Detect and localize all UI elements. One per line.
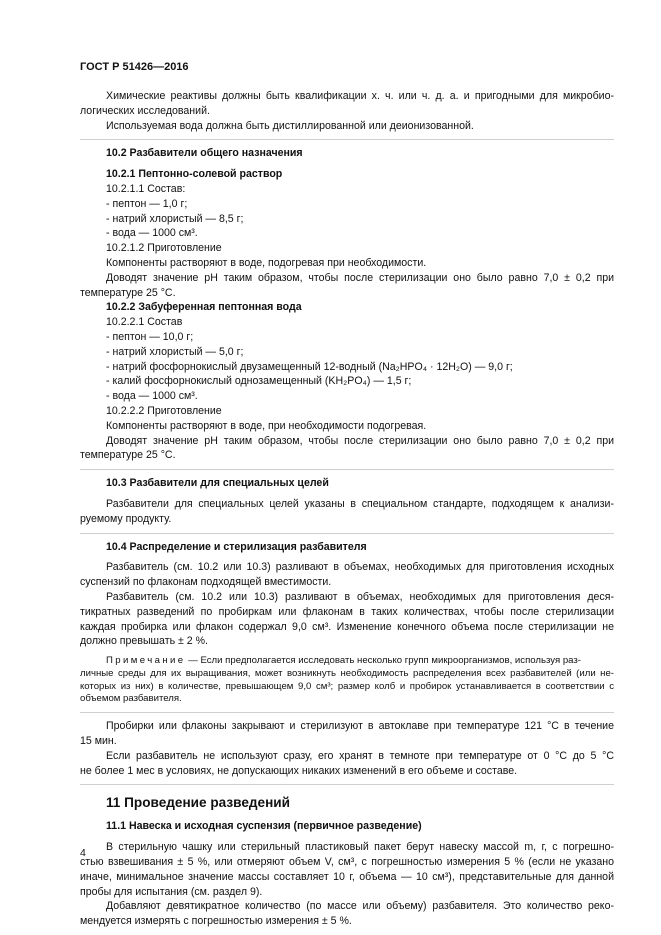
section-heading: 10.4 Распределение и стерилизация разбавителя: [106, 540, 367, 553]
section-heading: 11.1 Навеска и исходная суспензия (первичное разведение): [106, 820, 422, 833]
paragraph-line: Используемая вода должна быть дистиллированной или деионизованной.: [106, 119, 474, 132]
note-line: личные среды для их выращивания, может возникнуть необходимость распределения всех разбавителей (или не-: [80, 667, 614, 679]
note-line: [80, 655, 614, 668]
section-heading: 10.3 Разбавители для специальных целей: [106, 477, 329, 490]
paragraph-line: тикратных разведений по пробиркам или флаконам в таких количествах, чтобы после стерилизации: [80, 605, 614, 618]
subsection-heading: 10.2.2 Забуференная пептонная вода: [106, 301, 302, 314]
paragraph-line: не более 1 мес в условиях, не допускающих никаких изменений в его объеме и составе.: [80, 764, 518, 777]
paragraph-line: Химические реактивы должны быть квалификации х. ч. или ч. д. а. и пригодными для микробио-: [106, 90, 614, 102]
list-item: - пептон — 10,0 г;: [106, 330, 194, 343]
paragraph-line: руемому продукту.: [80, 512, 172, 525]
list-item: - вода — 1000 см³.: [106, 227, 198, 240]
paragraph-line: Доводят значение pH таким образом, чтобы после стерилизации оно было равно 7,0 ± 0,2 при: [106, 434, 614, 447]
paragraph-line: мендуется измерять с погрешностью измерения ± 5 %.: [80, 915, 352, 928]
note-block: [80, 655, 614, 706]
list-item: - калий фосфорнокислый однозамещенный (KH₂PO₄) — 1,5 г;: [106, 375, 412, 388]
paragraph-line: Разбавитель (см. 10.2 или 10.3) разливают в объемах, необходимых для приготовления деся-: [106, 590, 614, 603]
paragraph-line: Пробирки или флаконы закрывают и стерилизуют в автоклаве при температуре 121 °C в течение: [106, 720, 614, 733]
list-item: - натрий фосфорнокислый двузамещенный 12-водный (Na₂HPO₄ · 12H₂O) — 9,0 г;: [106, 360, 513, 373]
paragraph-line: температуре 25 °C.: [80, 449, 176, 462]
paragraph-line: Разбавитель (см. 10.2 или 10.3) разливают в объемах, необходимых для приготовления исходных: [106, 561, 614, 574]
subsection-heading: 10.2.1 Пептонно-солевой раствор: [106, 168, 283, 181]
paragraph-line: стью взвешивания ± 5 %, или отмеряют объем V, см³, с погрешностью измерения 5 % (если не указано: [80, 856, 614, 869]
paragraph-line: Разбавители для специальных целей указаны в специальном стандарте, подходящем к анализи-: [106, 497, 614, 510]
paragraph-line: логических исследований.: [80, 104, 210, 117]
list-item: - пептон — 1,0 г;: [106, 197, 188, 210]
section-heading: 10.2 Разбавители общего назначения: [106, 147, 303, 160]
paragraph-line: Компоненты растворяют в воде, при необходимости подогревая.: [106, 419, 427, 432]
paragraph-line: иначе, минимальное значение массы составляет 10 г, объема — 10 см³), представительные для данной: [80, 870, 614, 883]
page-body: [80, 89, 614, 929]
clause-heading: 10.2.2.2 Приготовление: [106, 404, 222, 417]
paragraph-line: В стерильную чашку или стерильный пластиковый пакет берут навеску массой m, г, с погрешно-: [106, 841, 614, 854]
note-label: Примечание: [106, 655, 186, 667]
note-text: — Если предполагается исследовать несколько групп микроорганизмов, используя раз-: [185, 655, 581, 667]
clause-heading: 10.2.1.2 Приготовление: [106, 242, 222, 255]
page-number: 4: [80, 847, 86, 859]
paragraph-line: температуре 25 °C.: [80, 286, 176, 299]
clause-heading: 10.2.1.1 Состав:: [106, 182, 186, 195]
note-line: объемом разбавителя.: [80, 693, 182, 705]
paragraph-line: Добавляют девятикратное количество (по массе или объему) разбавителя. Это количество реко-: [106, 900, 614, 913]
paragraph-line: суспензий по флаконам подходящей вместимости.: [80, 576, 332, 589]
list-item: - натрий хлористый — 8,5 г;: [106, 212, 244, 225]
list-item: - вода — 1000 см³.: [106, 390, 198, 403]
paragraph-line: должно превышать ± 2 %.: [80, 635, 208, 648]
paragraph-line: пробы для испытания (см. раздел 9).: [80, 885, 263, 898]
paragraph-line: Компоненты растворяют в воде, подогревая при необходимости.: [106, 256, 427, 269]
chapter-heading: 11 Проведение разведений: [106, 795, 290, 811]
list-item: - натрий хлористый — 5,0 г;: [106, 345, 244, 358]
paragraph-line: каждая пробирка или флакон содержал 9,0 см³. Изменение конечного объема после стерилизации не: [80, 620, 614, 633]
paragraph-line: 15 мин.: [80, 735, 117, 748]
clause-heading: 10.2.2.1 Состав: [106, 316, 183, 329]
paragraph-line: Если разбавитель не используют сразу, его хранят в темноте при температуре от 0 °C до 5 °C: [106, 749, 614, 762]
paragraph-line: Доводят значение pH таким образом, чтобы после стерилизации оно было равно 7,0 ± 0,2 при: [106, 271, 614, 284]
standard-number: ГОСТ Р 51426—2016: [80, 61, 189, 73]
note-line: которых из них) в количестве, превышающем 9,0 см³; размер колб и пробирок устанавливается в соответствии с: [80, 680, 614, 692]
